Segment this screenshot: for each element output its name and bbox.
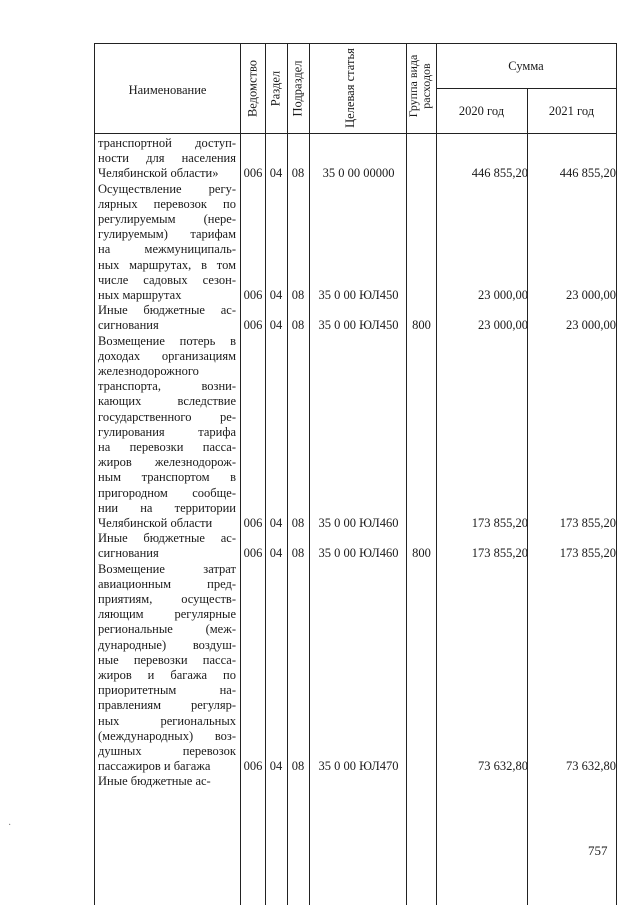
row-name-line: Челябинской области» bbox=[98, 166, 219, 181]
cell-sum-2021: 173 855,20 bbox=[559, 516, 616, 530]
cell-razdel: 04 bbox=[269, 318, 283, 333]
row-name-line: региональные (меж- bbox=[98, 622, 236, 637]
row-name-line: Иные бюджетные ас- bbox=[98, 303, 236, 318]
cell-celevaya: 35 0 00 ЮЛ470 bbox=[318, 759, 399, 774]
cell-razdel: 04 bbox=[269, 516, 283, 530]
row-name-line: ных маршрутах, в том bbox=[98, 257, 236, 272]
cell-sum-2021: 173 855,20 bbox=[559, 546, 616, 561]
header-year-2020: 2020 год bbox=[458, 104, 505, 118]
col-border-right bbox=[616, 43, 617, 905]
cell-razdel: 04 bbox=[269, 166, 283, 181]
row-name-line: Возмещение затрат bbox=[98, 561, 236, 576]
col-border-2020 bbox=[527, 88, 528, 905]
cell-celevaya: 35 0 00 ЮЛ460 bbox=[318, 546, 399, 561]
header-vedomstvo: Ведомство bbox=[245, 59, 260, 118]
cell-sum-2020: 73 632,80 bbox=[478, 759, 528, 774]
row-name-line: жиров и багажа по bbox=[98, 668, 236, 682]
cell-vedomstvo: 006 bbox=[243, 288, 263, 302]
row-name-line: пассажиров и багажа bbox=[98, 759, 211, 774]
cell-vedomstvo: 006 bbox=[243, 546, 263, 561]
row-name-line: ности для населения bbox=[98, 151, 236, 166]
header-podrazdel: Подраздел bbox=[290, 60, 305, 117]
row-name-line: авиационным пред- bbox=[98, 576, 236, 591]
cell-sum-2021: 23 000,00 bbox=[566, 318, 616, 333]
header-summa: Сумма bbox=[508, 59, 544, 73]
row-name-line: гулирования тарифа bbox=[98, 424, 236, 439]
cell-celevaya: 35 0 00 ЮЛ450 bbox=[318, 288, 399, 302]
row-name-line: кающих вследствие bbox=[98, 394, 236, 409]
row-name-line: транспорта, возни- bbox=[98, 379, 236, 394]
header-name: Наименование bbox=[128, 83, 207, 97]
page-number: 757 bbox=[588, 843, 608, 858]
cell-podrazdel: 08 bbox=[291, 516, 305, 530]
cell-sum-2020: 173 855,20 bbox=[471, 546, 528, 561]
header-celevaya-text: Целевая статья bbox=[343, 48, 357, 128]
cell-sum-2020: 173 855,20 bbox=[471, 516, 528, 530]
row-name-line: Иные бюджетные ас- bbox=[98, 774, 211, 789]
cell-podrazdel: 08 bbox=[291, 166, 305, 181]
row-name-line: правлениям регуляр- bbox=[98, 698, 236, 713]
cell-sum-2021: 446 855,20 bbox=[559, 166, 616, 181]
row-name-line: сигнования bbox=[98, 318, 159, 333]
row-name-line: (международных) воз- bbox=[98, 728, 236, 743]
cell-sum-2020: 446 855,20 bbox=[471, 166, 528, 181]
row-name-line: государственного ре- bbox=[98, 409, 236, 424]
row-name-line: жиров железнодорож- bbox=[98, 455, 236, 470]
row-name-line: сигнования bbox=[98, 546, 159, 561]
cell-vedomstvo: 006 bbox=[243, 166, 263, 181]
row-name-line: Челябинской области bbox=[98, 516, 213, 530]
header-gruppa bbox=[407, 42, 435, 130]
row-name-line: лярных перевозок по bbox=[98, 196, 236, 211]
header-celevaya bbox=[343, 48, 373, 128]
row-name-line: на межмуниципаль- bbox=[98, 242, 236, 257]
row-name-line: дународные) воздуш- bbox=[98, 637, 236, 652]
cell-celevaya: 35 0 00 00000 bbox=[322, 166, 395, 181]
cell-gruppa: 800 bbox=[412, 546, 431, 561]
row-name-line: ляющим регулярные bbox=[98, 607, 236, 622]
cell-sum-2020: 23 000,00 bbox=[478, 288, 528, 302]
row-name-line: приятиям, осуществ- bbox=[98, 592, 236, 606]
row-name-line: гулируемым) тарифам bbox=[98, 227, 236, 242]
cell-razdel: 04 bbox=[269, 546, 283, 561]
cell-sum-2021: 23 000,00 bbox=[566, 288, 616, 302]
header-gruppa-text: Группа вида расходов bbox=[406, 54, 433, 118]
header-razdel: Раздел bbox=[268, 70, 283, 107]
cell-gruppa: 800 bbox=[412, 318, 431, 333]
row-name-line: регулируемым (нере- bbox=[98, 212, 236, 226]
cell-podrazdel: 08 bbox=[291, 759, 305, 774]
cell-vedomstvo: 006 bbox=[243, 318, 263, 333]
cell-podrazdel: 08 bbox=[291, 288, 305, 302]
col-border-left bbox=[94, 43, 95, 905]
row-name-line: душных перевозок bbox=[98, 744, 236, 758]
row-name-line: ным транспортом в bbox=[98, 470, 236, 485]
cell-razdel: 04 bbox=[269, 288, 283, 302]
cell-razdel: 04 bbox=[269, 759, 283, 774]
row-name-line: ных региональных bbox=[98, 713, 236, 728]
scan-speck: · bbox=[8, 820, 12, 831]
cell-celevaya: 35 0 00 ЮЛ460 bbox=[318, 516, 399, 530]
row-name-line: числе садовых сезон- bbox=[98, 272, 236, 287]
row-name-line: на перевозки пасса- bbox=[98, 440, 236, 454]
row-name-line: пригородном сообще- bbox=[98, 485, 236, 500]
row-name-line: Осуществление регу- bbox=[98, 181, 236, 196]
cell-vedomstvo: 006 bbox=[243, 516, 263, 530]
cell-sum-2020: 23 000,00 bbox=[478, 318, 528, 333]
cell-podrazdel: 08 bbox=[291, 546, 305, 561]
header-year-2021: 2021 год bbox=[548, 104, 595, 118]
header-bottom-border bbox=[94, 133, 617, 134]
row-name-line: нии на территории bbox=[98, 500, 236, 515]
row-name-line: железнодорожного bbox=[98, 364, 199, 378]
cell-celevaya: 35 0 00 ЮЛ450 bbox=[318, 318, 399, 333]
table-top-border bbox=[94, 43, 617, 44]
row-name-line: ные перевозки пасса- bbox=[98, 652, 236, 667]
row-name-line: Иные бюджетные ас- bbox=[98, 531, 236, 546]
row-name-line: приоритетным на- bbox=[98, 683, 236, 698]
cell-sum-2021: 73 632,80 bbox=[566, 759, 616, 774]
row-name-line: транспортной доступ- bbox=[98, 136, 236, 150]
row-name-line: ных маршрутах bbox=[98, 288, 182, 302]
row-name-line: доходах организациям bbox=[98, 348, 236, 363]
cell-podrazdel: 08 bbox=[291, 318, 305, 333]
row-name-line: Возмещение потерь в bbox=[98, 333, 236, 348]
cell-vedomstvo: 006 bbox=[243, 759, 263, 774]
